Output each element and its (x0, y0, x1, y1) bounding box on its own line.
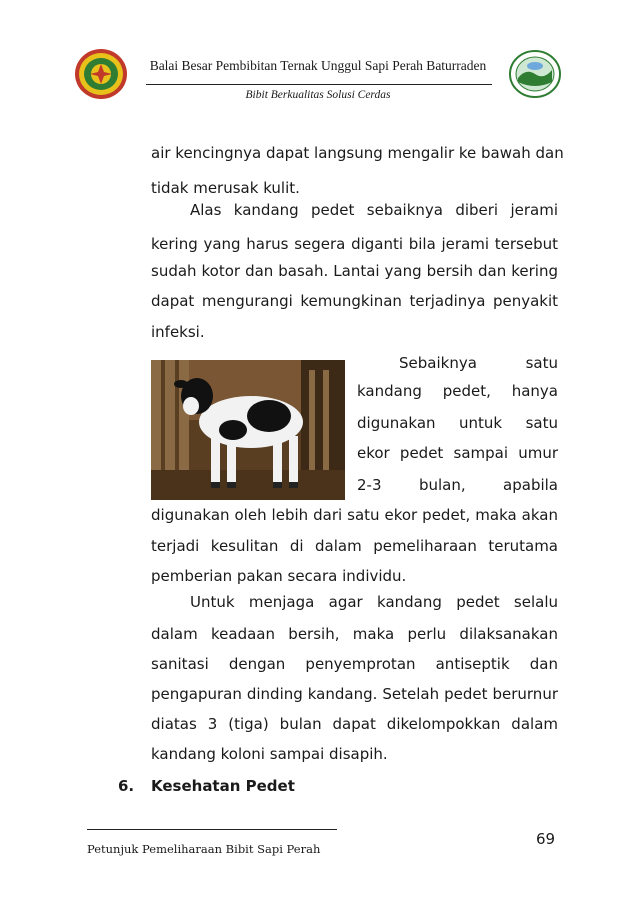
side-line: kandang pedet, hanya (357, 382, 558, 400)
body-line: Untuk menjaga agar kandang pedet selalu (190, 593, 558, 611)
footer-title: Petunjuk Pemeliharaan Bibit Sapi Perah (87, 842, 321, 856)
body-line: kering yang harus segera diganti bila jerami tersebut (151, 235, 558, 253)
side-line: ekor pedet sampai umur (357, 444, 558, 462)
body-line: dalam keadaan bersih, maka perlu dilaksanakan (151, 625, 558, 643)
header-subtitle: Bibit Berkualitas Solusi Cerdas (245, 89, 391, 101)
header-rule (146, 84, 492, 85)
body-line: sudah kotor dan basah. Lantai yang bersih dan kering (151, 262, 558, 280)
ministry-emblem-icon (73, 47, 129, 101)
calf-photo (151, 360, 345, 500)
body-line: pengapuran dinding kandang. Setelah pedet berurnur (151, 685, 558, 703)
section-number: 6. (118, 777, 135, 795)
side-line: Sebaiknya satu (399, 354, 558, 372)
header-title: Balai Besar Pembibitan Ternak Unggul Sapi Perah Baturraden (149, 58, 487, 73)
body-line: terjadi kesulitan di dalam pemeliharaan terutama (151, 537, 558, 555)
footer-rule (87, 829, 337, 830)
body-line: dapat mengurangi kemungkinan terjadinya penyakit (151, 292, 558, 310)
body-line: sanitasi dengan penyemprotan antiseptik dan (151, 655, 558, 673)
side-line: digunakan untuk satu (357, 414, 558, 432)
body-line: pemberian pakan secara individu. (151, 567, 407, 585)
body-line: Alas kandang pedet sebaiknya diberi jerami (190, 201, 558, 219)
body-line: kandang koloni sampai disapih. (151, 745, 388, 763)
side-line: 2-3 bulan, apabila (357, 476, 558, 494)
body-line: infeksi. (151, 323, 205, 341)
body-line: tidak merusak kulit. (151, 179, 300, 197)
page-number: 69 (536, 830, 556, 848)
section-heading: Kesehatan Pedet (151, 777, 295, 795)
body-line: air kencingnya dapat langsung mengalir ke bawah dan (151, 144, 564, 162)
body-line: diatas 3 (tiga) bulan dapat dikelompokkan dalam (151, 715, 558, 733)
body-line: digunakan oleh lebih dari satu ekor pedet, maka akan (151, 506, 558, 524)
institution-seal-icon (509, 50, 561, 98)
